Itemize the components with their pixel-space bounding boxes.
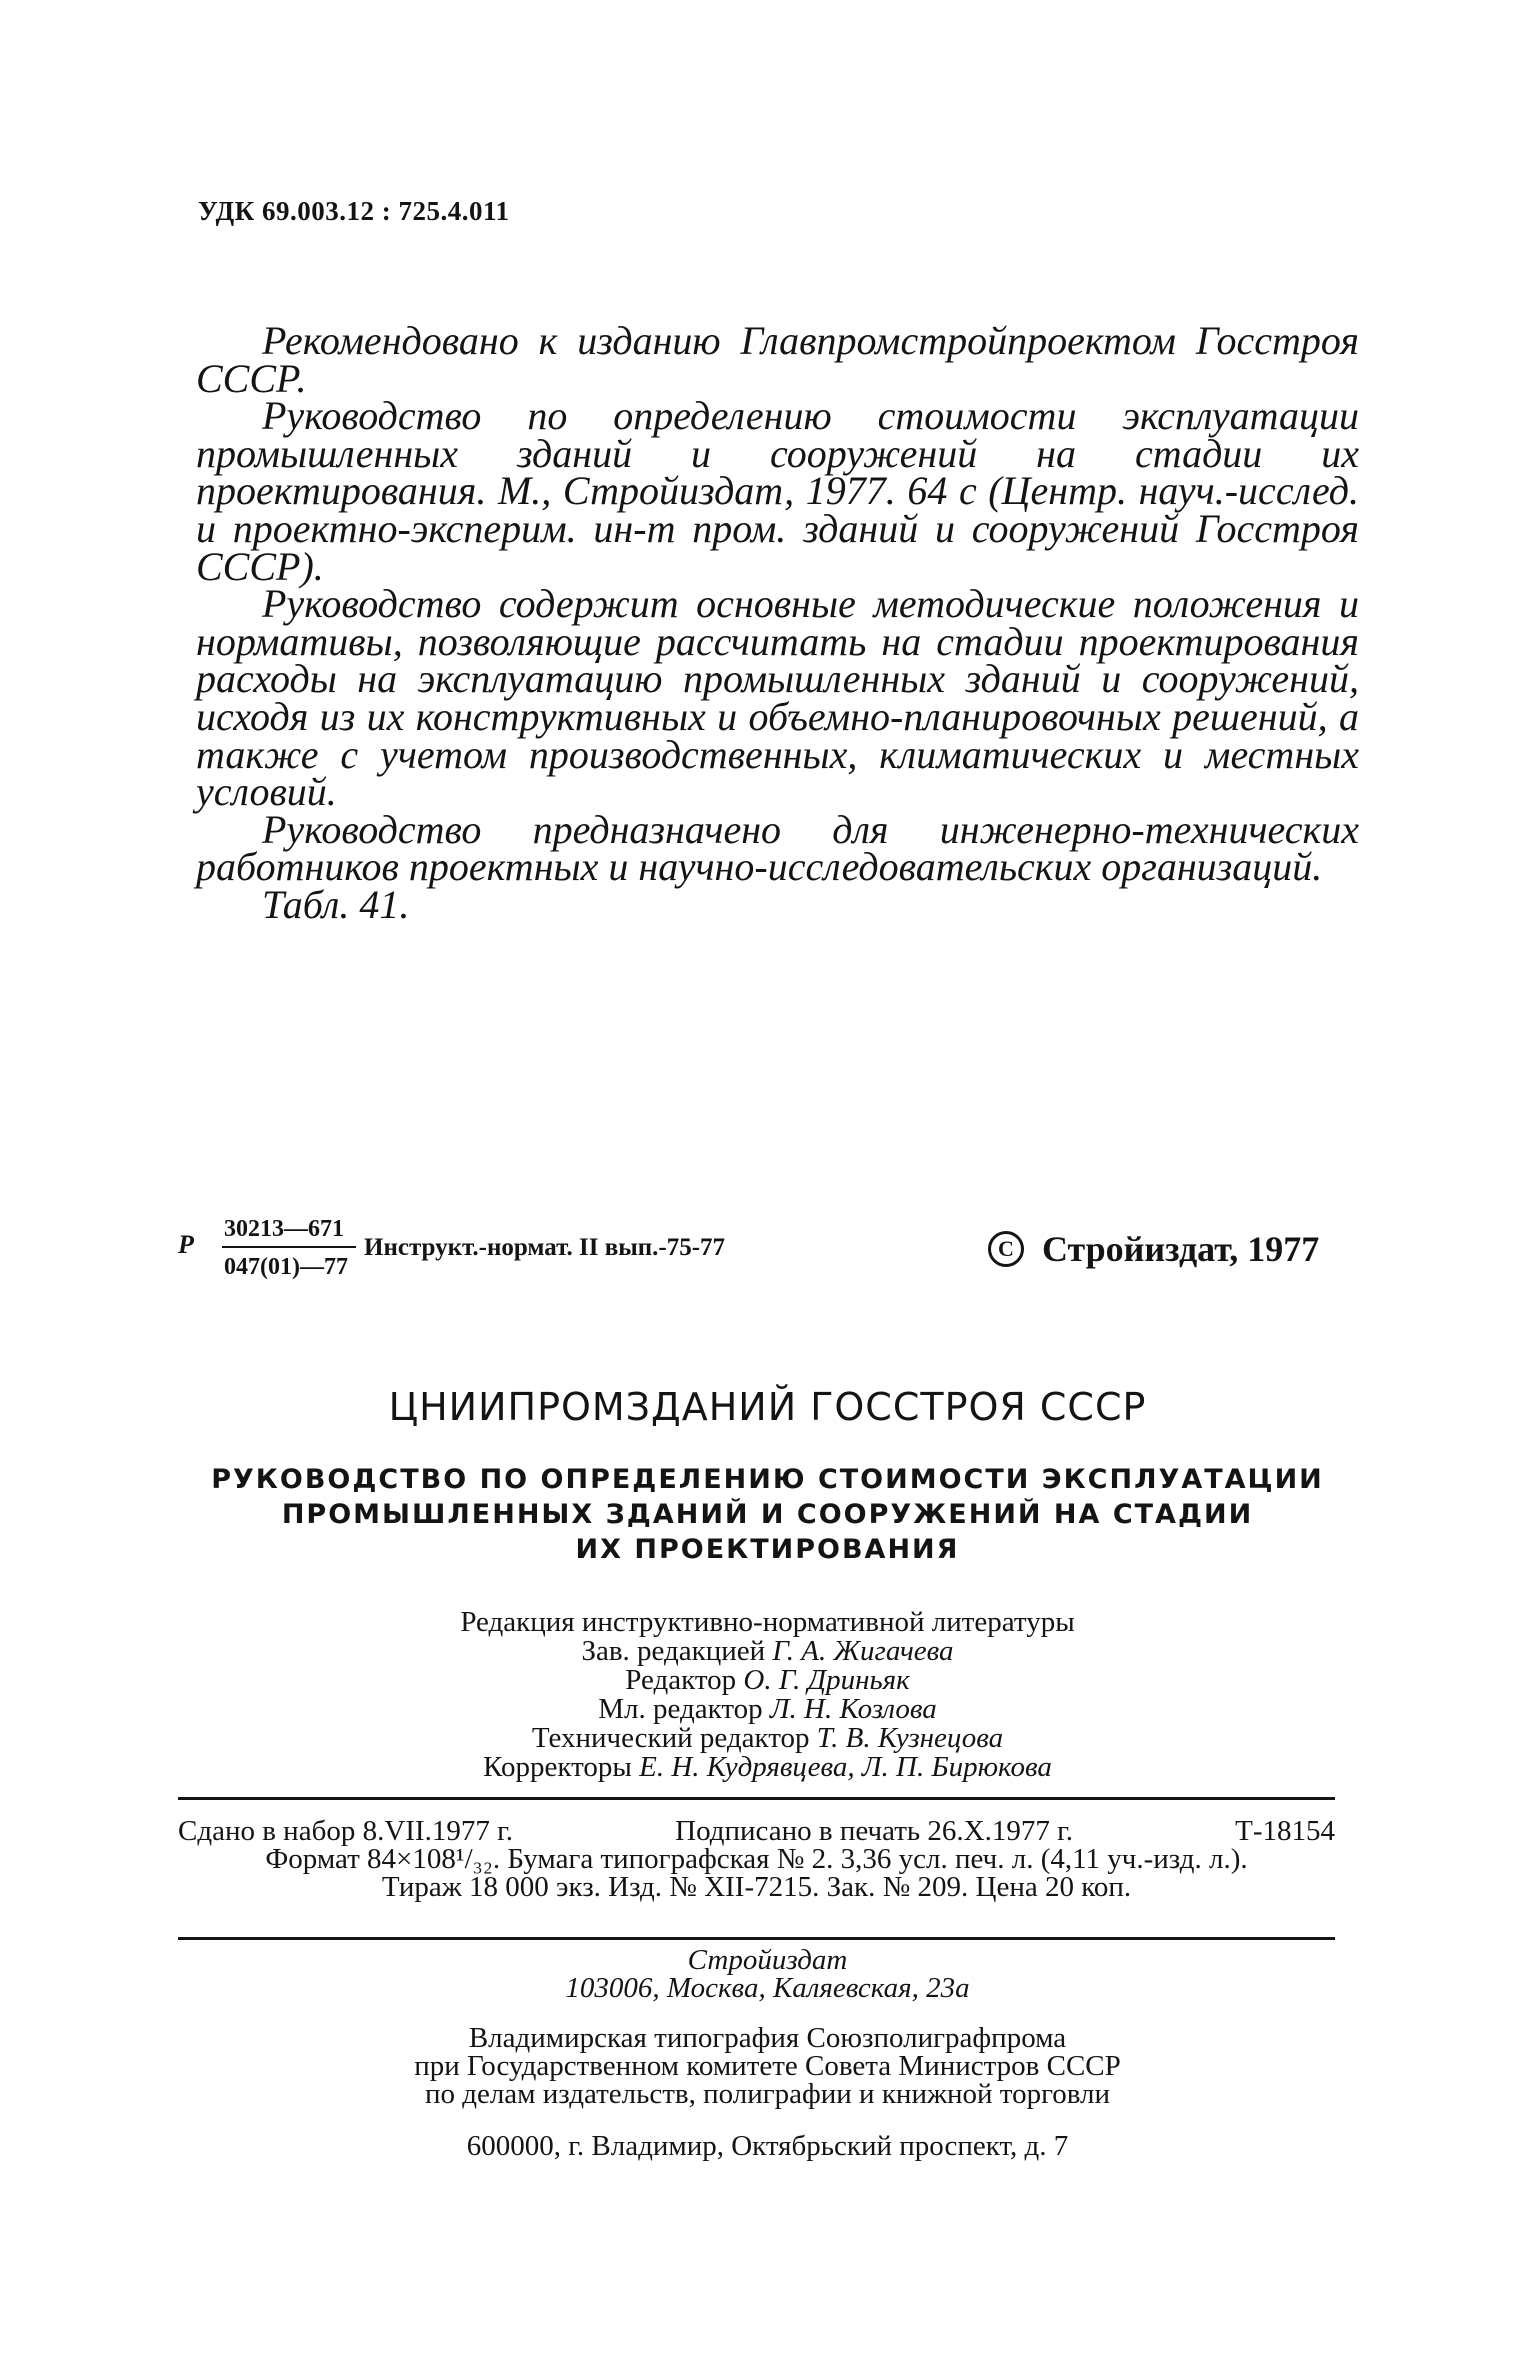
format-details: Формат 84×108¹/₃₂. Бумага типографская № 2. 3,36 усл. печ. л. (4,11 уч.-изд. л.). (265, 1843, 1248, 1875)
publisher-name: Стройиздат (687, 1944, 848, 1976)
printer-line: при Государственном комитете Совета Министров СССР (414, 2050, 1121, 2082)
imprint-row-circulation (178, 1873, 1335, 1901)
imprint-row-format (178, 1845, 1335, 1873)
publisher-address: 103006, Москва, Каляевская, 23а (565, 1972, 970, 2004)
submitted-date: Сдано в набор 8.VII.1977 г. (178, 1815, 513, 1847)
print-code: Т-18154 (1235, 1815, 1335, 1847)
printer-address: 600000, г. Владимир, Октябрьский проспект, д. 7 (466, 2130, 1069, 2162)
credit-line-tech (0, 1724, 1535, 1753)
credit-role: Зав. редакцией (581, 1635, 766, 1667)
instruction-code: Инструкт.-нормат. II вып.-75-77 (364, 1234, 726, 1261)
printer-line: Владимирская типография Союзполиграфпрома (468, 2022, 1067, 2054)
printer-block (0, 2024, 1535, 2108)
credit-person: О. Г. Дриньяк (743, 1664, 910, 1696)
copyright-notice (988, 1228, 1319, 1270)
divider-top (178, 1797, 1335, 1800)
credit-role: Корректоры (483, 1751, 632, 1783)
printer-line: по делам издательств, полиграфии и книжной торговли (424, 2078, 1111, 2110)
recommendation-text: Рекомендовано к изданию Главпромстройпроектом Госстроя СССР. (196, 318, 1359, 401)
copyright-text: Стройиздат, 1977 (1042, 1229, 1320, 1269)
publisher-block (0, 1946, 1535, 2002)
department-line: Редакция инструктивно-нормативной литературы (460, 1606, 1075, 1638)
copyright-icon: C (988, 1231, 1024, 1267)
imprint-row-dates (178, 1817, 1335, 1845)
signed-date: Подписано в печать 26.X.1977 г. (675, 1815, 1073, 1847)
credit-role: Технический редактор (531, 1722, 810, 1754)
divider-bottom (178, 1937, 1335, 1940)
classification-numerator: 30213—671 (224, 1216, 344, 1242)
udk-code: УДК 69.003.12 : 725.4.011 (198, 196, 510, 226)
credit-person: Т. В. Кузнецова (816, 1722, 1004, 1754)
classification-denominator: 047(01)—77 (224, 1254, 348, 1280)
credit-line-editor (0, 1666, 1535, 1695)
editorial-credits (0, 1608, 1535, 1782)
printing-imprint (178, 1817, 1335, 1901)
credit-line-head (0, 1637, 1535, 1666)
classification-letter: Р (178, 1230, 194, 1259)
contents-summary: Руководство содержит основные методические положения и нормативы, позволяющие рассчитать на стадии проектирования расходы на эксплуатацию промышленных зданий и сооружений, исходя из их конструктивных и объемно-планировочных решений, а также с учетом производственных, климатических и местных условий. (196, 581, 1359, 815)
title-line: РУКОВОДСТВО ПО ОПРЕДЕЛЕНИЮ СТОИМОСТИ ЭКСПЛУАТАЦИИ (211, 1464, 1324, 1495)
credit-person: Г. А. Жигачева (772, 1635, 954, 1667)
title-line: ИХ ПРОЕКТИРОВАНИЯ (575, 1534, 960, 1565)
book-title (0, 1462, 1535, 1567)
credit-person: Е. Н. Кудрявцева, Л. П. Бирюкова (639, 1751, 1052, 1783)
credit-role: Редактор (625, 1664, 737, 1696)
classification-index (178, 1216, 878, 1296)
credit-line-proof (0, 1753, 1535, 1782)
title-line: ПРОМЫШЛЕННЫХ ЗДАНИЙ И СООРУЖЕНИЙ НА СТАДИИ (281, 1499, 1254, 1530)
annotation-block (196, 318, 1359, 927)
credit-role: Мл. редактор (598, 1693, 763, 1725)
credit-person: Л. Н. Козлова (769, 1693, 937, 1725)
circulation-details: Тираж 18 000 экз. Изд. № XII-7215. Зак. № 209. Цена 20 коп. (381, 1871, 1132, 1903)
audience-note: Руководство предназначено для инженерно-технических работников проектных и научно-исследовательских организаций. (196, 806, 1359, 890)
tables-count: Табл. 41. (262, 881, 410, 927)
organization-name: ЦНИИПРОМЗДАНИЙ ГОССТРОЯ СССР (388, 1385, 1147, 1429)
bibliographic-description: Руководство по определению стоимости эксплуатации промышленных зданий и сооружений на стадии их проектирования. М., Стройиздат, 1977. 64 с (Центр. науч.-исслед. и проектно-эксперим. ин-т пром. зданий и сооружений Госстроя СССР). (196, 393, 1359, 589)
fraction-line (222, 1246, 356, 1248)
credit-line-junior (0, 1695, 1535, 1724)
